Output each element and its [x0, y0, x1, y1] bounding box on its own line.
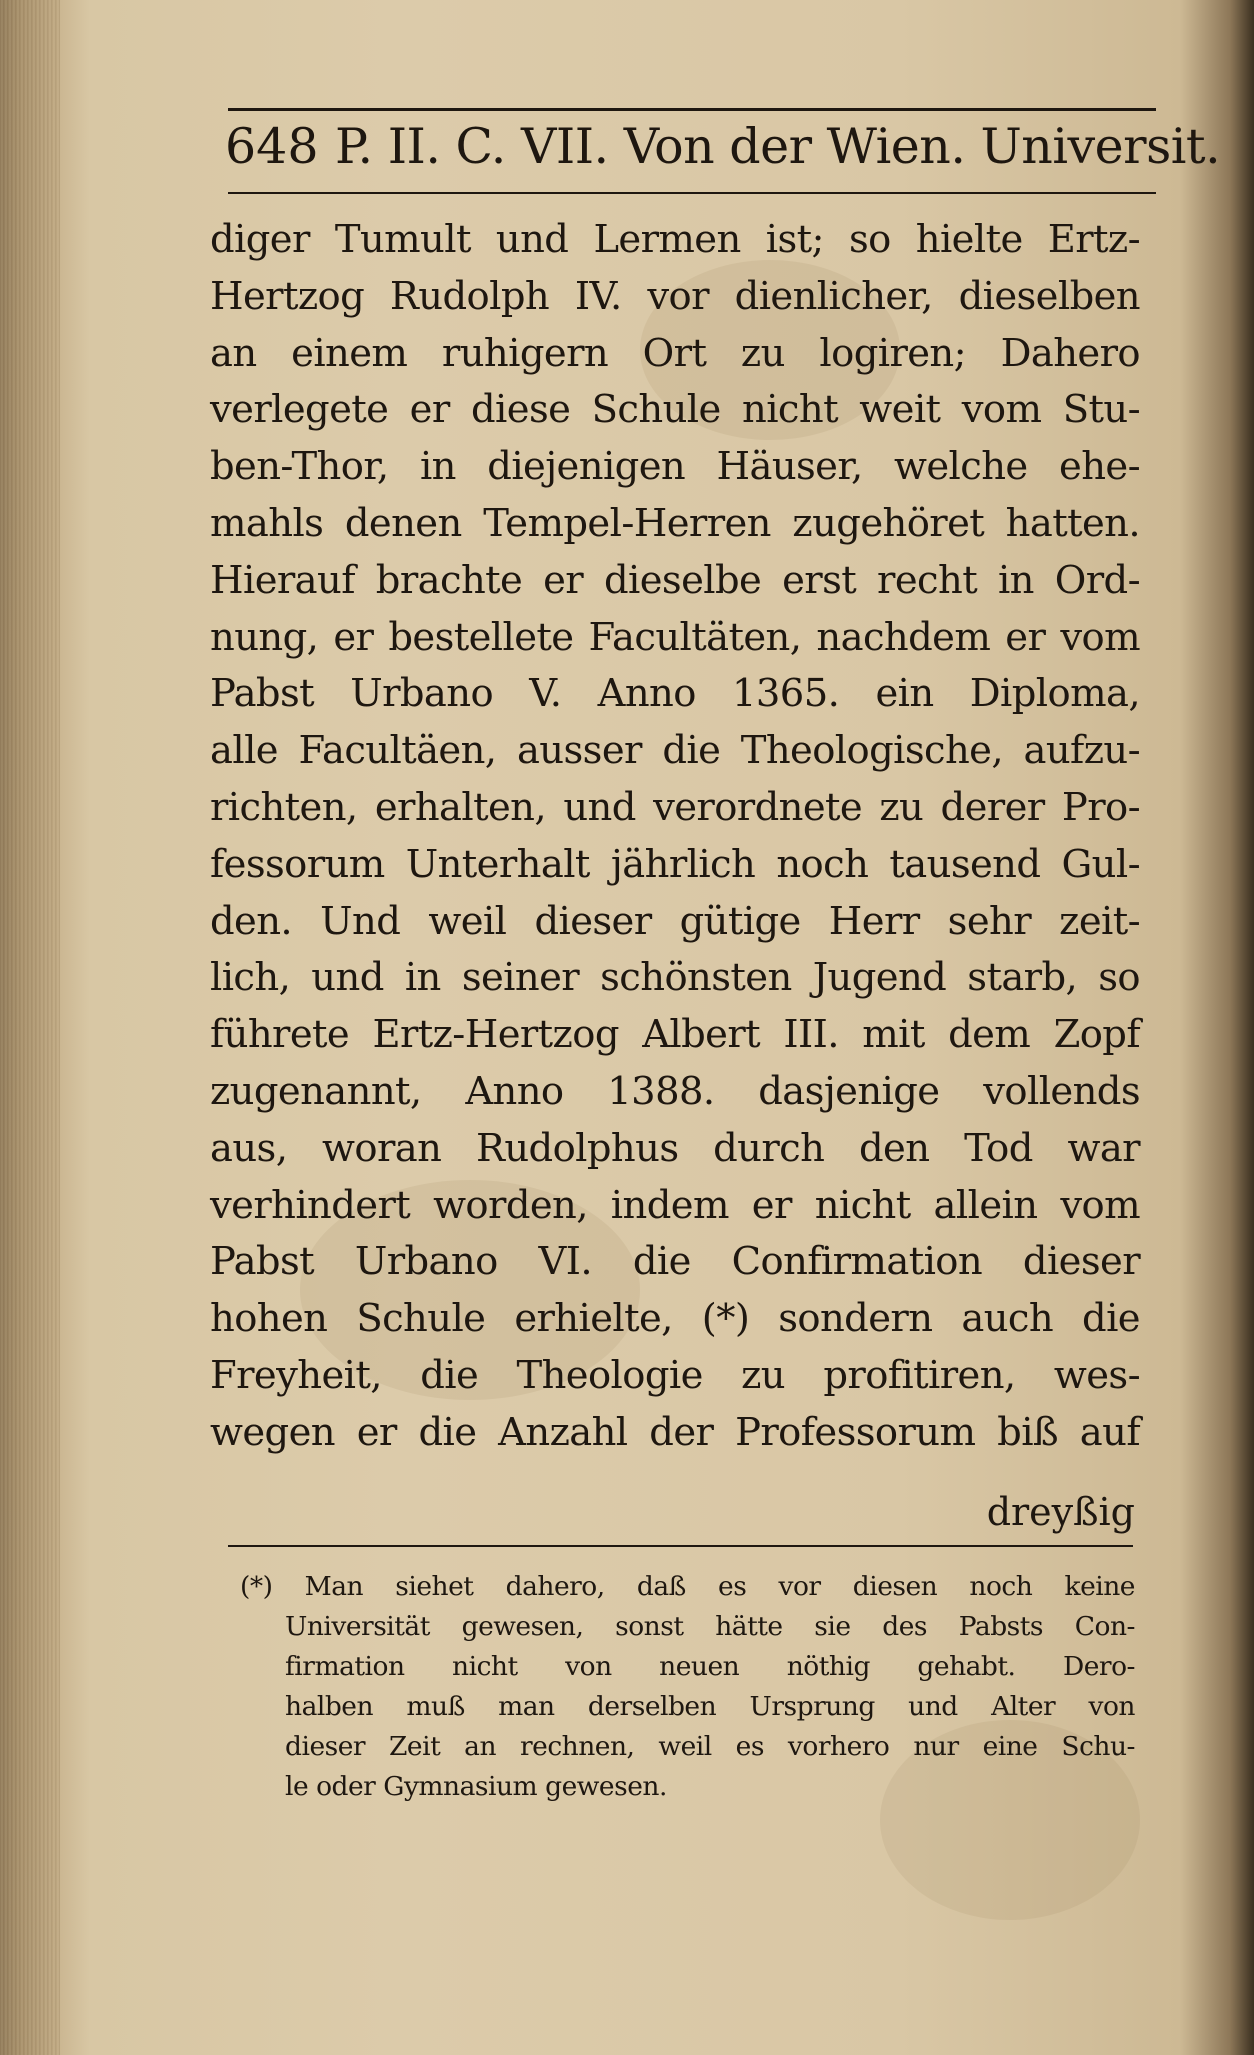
page-header [225, 118, 1221, 188]
text-line: richten, erhalten, und verordnete zu derer Pro- [210, 784, 1140, 830]
catchword: dreyßig [986, 1490, 1135, 1534]
text-line: Pabst Urbano V. Anno 1365. ein Diploma, [210, 671, 1140, 717]
text-line: alle Facultäen, ausser die Theologische, aufzu- [210, 728, 1140, 774]
text-line: hohen Schule erhielte, (*) sondern auch die [210, 1296, 1140, 1342]
text-line: verlegete er diese Schule nicht weit vom Stu- [210, 387, 1140, 433]
text-line: fessorum Unterhalt jährlich noch tausend Gul- [210, 841, 1140, 887]
text-line: an einem ruhigern Ort zu logiren; Dahero [210, 330, 1140, 376]
text-line: diger Tumult und Lermen ist; so hielte Ertz- [210, 217, 1140, 262]
text-line: Pabst Urbano VI. die Confirmation dieser [210, 1239, 1140, 1285]
text-line: mahls denen Tempel-Herren zugehöret hatten. [210, 500, 1140, 546]
footnote-line: Universität gewesen, sonst hätte sie des Pabsts Con- [285, 1611, 1135, 1642]
main-text [210, 212, 1140, 1462]
text-line: führete Ertz-Hertzog Albert III. mit dem Zopf [210, 1012, 1140, 1058]
footnote-rule [228, 1545, 1133, 1547]
text-line: Hierauf brachte er dieselbe erst recht in Ord- [210, 557, 1140, 603]
footnote-line: halben muß man derselben Ursprung und Alter von [285, 1691, 1135, 1722]
book-gutter [0, 0, 60, 2055]
text-line: nung, er bestellete Facultäten, nachdem er vom [210, 614, 1140, 660]
footnote-line: dieser Zeit an rechnen, weil es vorhero nur eine Schu- [285, 1731, 1135, 1762]
text-line: verhindert worden, indem er nicht allein vom [210, 1182, 1140, 1228]
text-line: ben-Thor, in diejenigen Häuser, welche ehe- [210, 444, 1140, 490]
footnote [240, 1567, 1135, 1807]
footnote-line: (*) Man siehet dahero, daß es vor diesen noch keine [240, 1571, 1135, 1602]
header-top-rule [228, 108, 1156, 111]
text-line: Freyheit, die Theologie zu profitiren, wes- [210, 1352, 1140, 1398]
header-bottom-rule [228, 192, 1156, 194]
footnote-line: firmation nicht von neuen nöthig gehabt. Dero- [285, 1651, 1135, 1682]
text-line: aus, woran Rudolphus durch den Tod war [210, 1125, 1140, 1171]
running-head: P. II. C. VII. Von der Wien. Universit. [335, 118, 1221, 175]
text-line: Hertzog Rudolph IV. vor dienlicher, dieselben [210, 273, 1140, 319]
text-line: wegen er die Anzahl der Professorum biß auf [210, 1409, 1140, 1455]
text-line: zugenannt, Anno 1388. dasjenige vollends [210, 1068, 1140, 1114]
footnote-line: le oder Gymnasium gewesen. [285, 1771, 667, 1802]
page-number: 648 [225, 118, 319, 175]
text-line: lich, und in seiner schönsten Jugend starb, so [210, 955, 1140, 1001]
text-line: den. Und weil dieser gütige Herr sehr zeit- [210, 898, 1140, 944]
